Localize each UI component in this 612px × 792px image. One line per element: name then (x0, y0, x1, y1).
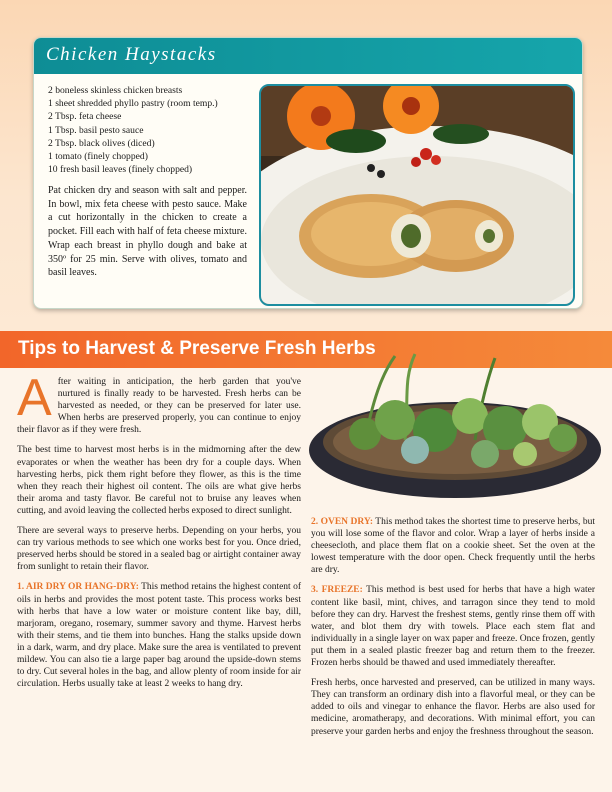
oven-dry-paragraph (311, 516, 595, 576)
article-title: Tips to Harvest & Preserve Fresh Herbs (18, 338, 376, 359)
freeze-heading: 3. FREEZE: (311, 585, 363, 596)
harvest-paragraph: The best time to harvest most herbs is in the midmorning after the dew evaporates or when the weather has been dry for a couple days. When harvesting herbs, pick them right before they flower, as this is the time when they reach their highest oil content. The oils are what give herbs their aroma and tasty flavor. Be careful not to bruise any leaves when cutting, and avoid leaving the collected herbs exposed to direct sunlight. (17, 445, 301, 516)
article-body (0, 368, 612, 792)
closing-paragraph: Fresh herbs, once harvested and preserved, can be utilized in many ways. They can transform an ordinary dish into a flavorful meal, or they can be added to oils and vinegar to enhance the flavor. Herbs are also used for medicine, aromatherapy, and decorations. With minimal effort, you can preserve your garden herbs and enjoy the freshness throughout the season. (311, 678, 595, 737)
air-dry-heading: 1. AIR DRY OR HANG-DRY: (17, 582, 139, 593)
freeze-text: This method is best used for herbs that have a high water content like basil, mint, chives, and tarragon since they tend to mold before they can dry. Harvest the freshest stems, gently rinse them off with water, and blot them dry with towels. Place each stem flat and individually in a single layer on wax paper and freeze. Once frozen, gently put them in a sealed plastic freezer bag and return them to the freezer. Frozen herbs should be thawed and used immediately thereafter. (311, 585, 595, 669)
air-dry-text: This method retains the highest content of oils in herbs and provides the most potent taste. This process works best with herbs that have a low water or moisture content like bay, dill, marjoram, oregano, rosemary, summer savory and thyme. Harvest herbs with their stems, and tie them into bunches. Hang the stalks upside down in a dark, warm, and dry place. Make sure the area is ventilated to prevent mildew. You can also tie a large paper bag around the upside-down stems to dry. Cut several holes in the bag, and allow plenty of room inside for air circulation. Herbs usually take at least 2 weeks to hang dry. (17, 582, 301, 690)
ingredient-item: 2 Tbsp. black olives (diced) (48, 137, 155, 149)
recipe-title-bar (34, 38, 582, 74)
chicken-haystacks-photo (259, 84, 575, 306)
ingredient-item: 10 fresh basil leaves (finely chopped) (48, 164, 193, 176)
preserve-paragraph: There are several ways to preserve herbs. Depending on your herbs, you can try various methods to see which one works best for you. Once dried, preserved herbs should be stored in a sealed bag or airtight container away from sunlight to retain their flavor. (17, 526, 301, 573)
intro-paragraph (17, 369, 301, 436)
left-column (17, 369, 301, 698)
drop-cap: A (17, 369, 52, 427)
air-dry-paragraph (17, 581, 301, 690)
ingredient-item: 1 sheet shredded phyllo pastry (room temp.) (48, 98, 218, 110)
herb-planter-photo (305, 350, 605, 514)
freeze-paragraph (311, 584, 595, 669)
ingredient-item: 2 Tbsp. feta cheese (48, 111, 122, 123)
right-column (311, 516, 595, 746)
intro-text: fter waiting in anticipation, the herb garden that you've nurtured is finally ready to be harvested. Fresh herbs can be harvested as needed, or they can be preserved for later use. When herbs are preserved properly, you can continue to enjoy their flavor as if they were fresh. (17, 377, 301, 436)
ingredient-list (48, 84, 218, 176)
ingredient-item: 2 boneless skinless chicken breasts (48, 85, 183, 96)
oven-dry-heading: 2. OVEN DRY: (311, 517, 374, 527)
oven-dry-text: This method takes the shortest time to preserve herbs, but you will lose some of the flavor and color. Wrap a layer of herbs inside a cheesecloth, and place them flat on a cookie sheet. Set the oven at the lowest temperature with the door open. Check frequently until the herbs are dry. (311, 517, 595, 576)
ingredient-item: 1 Tbsp. basil pesto sauce (48, 124, 144, 136)
recipe-title: Chicken Haystacks (46, 44, 217, 65)
recipe-card (33, 37, 583, 309)
recipe-method: Pat chicken dry and season with salt and pepper. In bowl, mix feta cheese with pesto sauce. Make a cut horizontally in the chicken to create a pocket. Fill each with half of feta cheese mixture. Wrap each breast in phyllo dough and bake at 350º for 25 min. Serve with olives, tomato and basil leaves. (48, 185, 247, 279)
ingredient-item: 1 tomato (finely chopped) (48, 151, 148, 163)
